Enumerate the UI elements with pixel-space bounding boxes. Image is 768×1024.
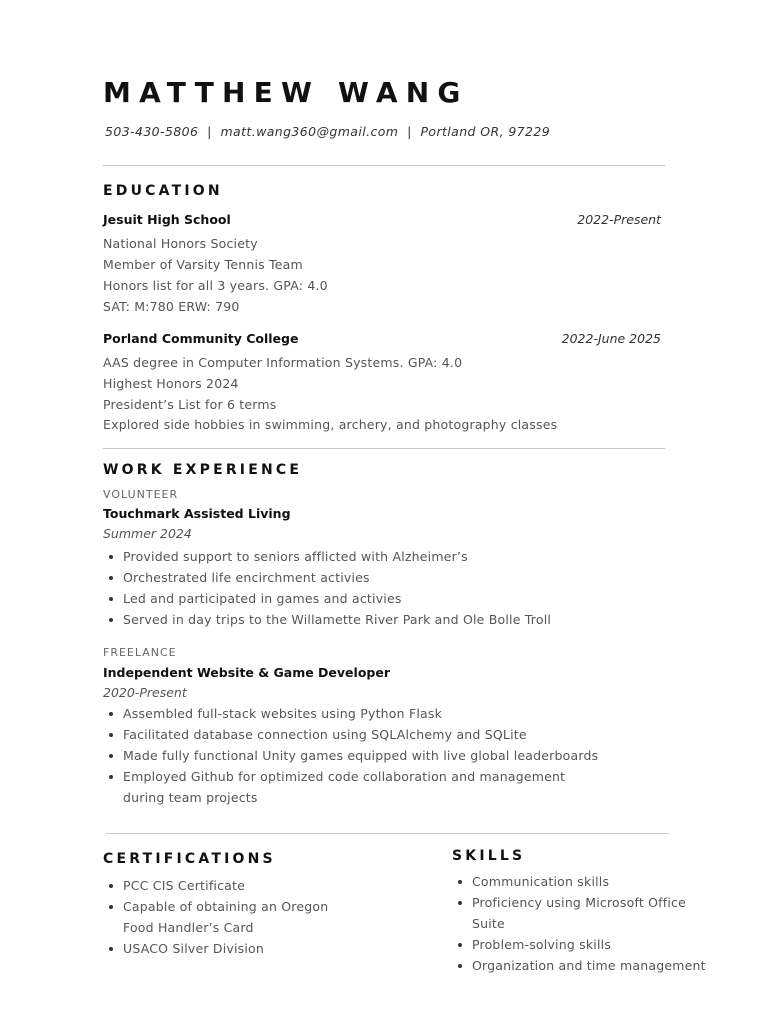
school-detail: National Honors Society bbox=[103, 236, 258, 251]
job-type: VOLUNTEER bbox=[103, 488, 179, 501]
school-dates: 2022-Present bbox=[577, 212, 661, 227]
school-detail: Explored side hobbies in swimming, archery, and photography classes bbox=[103, 417, 558, 432]
school-detail: Honors list for all 3 years. GPA: 4.0 bbox=[103, 278, 328, 293]
school-detail: SAT: M:780 ERW: 790 bbox=[103, 299, 240, 314]
school-detail: Member of Varsity Tennis Team bbox=[103, 257, 303, 272]
skills-heading: SKILLS bbox=[452, 848, 526, 864]
job-type: FREELANCE bbox=[103, 646, 177, 659]
list-item: Led and participated in games and activies bbox=[103, 588, 623, 609]
contact-info: 503-430-5806 | matt.wang360@gmail.com | Portland OR, 97229 bbox=[105, 124, 551, 139]
list-item: Made fully functional Unity games equipped with live global leaderboards bbox=[103, 745, 608, 766]
list-item: Orchestrated life encirchment activies bbox=[103, 567, 623, 588]
job-dates: 2020-Present bbox=[103, 685, 187, 700]
resume-name: MATTHEW WANG bbox=[103, 76, 469, 109]
divider bbox=[103, 165, 665, 166]
school-detail: AAS degree in Computer Information Systems. GPA: 4.0 bbox=[103, 355, 463, 370]
job-bullets bbox=[103, 546, 623, 630]
list-item: Assembled full-stack websites using Python Flask bbox=[103, 703, 608, 724]
list-item: Capable of obtaining an Oregon Food Handler’s Card bbox=[103, 896, 353, 938]
list-item: PCC CIS Certificate bbox=[103, 875, 353, 896]
divider bbox=[103, 448, 665, 449]
list-item: USACO Silver Division bbox=[103, 938, 353, 959]
job-org: Touchmark Assisted Living bbox=[103, 506, 291, 521]
list-item: Organization and time management bbox=[452, 955, 716, 976]
list-item: Provided support to seniors afflicted with Alzheimer’s bbox=[103, 546, 623, 567]
list-item: Facilitated database connection using SQLAlchemy and SQLite bbox=[103, 724, 608, 745]
school-dates: 2022-June 2025 bbox=[561, 331, 661, 346]
certifications-heading: CERTIFICATIONS bbox=[103, 851, 276, 867]
divider bbox=[106, 833, 669, 834]
skills-list bbox=[452, 871, 716, 976]
list-item: Problem-solving skills bbox=[452, 934, 716, 955]
list-item: Served in day trips to the Willamette River Park and Ole Bolle Troll bbox=[103, 609, 623, 630]
school-detail: President’s List for 6 terms bbox=[103, 397, 277, 412]
job-org: Independent Website & Game Developer bbox=[103, 665, 390, 680]
school-name: Jesuit High School bbox=[103, 212, 231, 227]
work-experience-heading: WORK EXPERIENCE bbox=[103, 462, 303, 478]
job-bullets bbox=[103, 703, 608, 808]
job-dates: Summer 2024 bbox=[103, 526, 192, 541]
list-item: Proficiency using Microsoft Office Suite bbox=[452, 892, 716, 934]
education-heading: EDUCATION bbox=[103, 183, 223, 199]
list-item: Communication skills bbox=[452, 871, 716, 892]
school-name: Porland Community College bbox=[103, 331, 299, 346]
certifications-list bbox=[103, 875, 353, 959]
school-detail: Highest Honors 2024 bbox=[103, 376, 239, 391]
list-item: Employed Github for optimized code collaboration and management during team projects bbox=[103, 766, 608, 808]
